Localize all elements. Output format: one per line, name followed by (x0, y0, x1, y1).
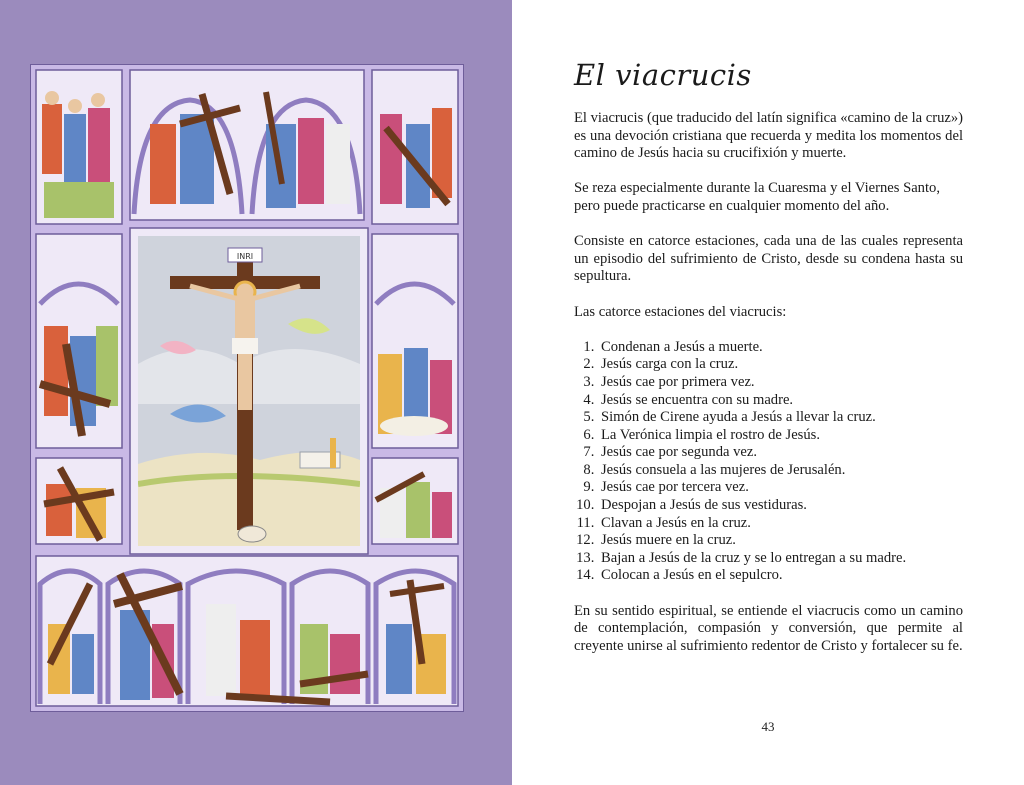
list-item: 9. Jesús cae por tercera vez. (598, 479, 963, 497)
list-item: 1. Condenan a Jesús a muerte. (598, 339, 963, 357)
crucifixion-scene (130, 228, 368, 554)
inri-sign: INRI (236, 252, 254, 261)
viacrucis-illustration (30, 64, 464, 712)
list-item: 12. Jesús muere en la cruz. (598, 532, 963, 550)
list-item: 4. Jesús se encuentra con su madre. (598, 392, 963, 410)
list-item: 6. La Verónica limpia el rostro de Jesús. (598, 427, 963, 445)
list-item: 2. Jesús carga con la cruz. (598, 356, 963, 374)
paragraph: El viacrucis (que traducido del latín significa «camino de la cruz») es una devoción cristiana que recuerda y medita los momentos del camino de Jesús hacia su crucifixión y muerte. (574, 110, 964, 162)
list-item: 3. Jesús cae por primera vez. (598, 374, 963, 392)
station-panel (36, 556, 458, 706)
list-item: 13. Bajan a Jesús de la cruz y se lo entregan a su madre. (598, 550, 963, 568)
paragraph: Consiste en catorce estaciones, cada una de las cuales representa un episodio del sufrimiento de Cristo, desde su condena hasta su sepultura. (574, 233, 963, 285)
station-panel (36, 234, 122, 448)
station-panel (372, 458, 458, 544)
page-number: 43 (761, 719, 775, 734)
list-item: 14. Colocan a Jesús en el sepulcro. (598, 567, 963, 585)
page-title: El viacrucis (574, 58, 752, 92)
station-panel (36, 458, 122, 544)
station-panel (36, 70, 122, 224)
list-item: 8. Jesús consuela a las mujeres de Jerusalén. (598, 462, 963, 480)
station-panel (372, 234, 458, 448)
list-item: 7. Jesús cae por segunda vez. (598, 444, 963, 462)
list-heading: Las catorce estaciones del viacrucis: (574, 303, 787, 320)
station-panel (372, 70, 458, 224)
stations-list (574, 339, 963, 585)
closing-paragraph: En su sentido espiritual, se entiende el viacrucis como un camino de contemplación, compasión y conversión, que permite al creyente unirse al sufrimiento redentor de Cristo y fortalecer su fe. (574, 602, 963, 654)
station-panel (130, 70, 364, 220)
text-page (512, 0, 1024, 785)
list-item: 10. Despojan a Jesús de sus vestiduras. (598, 497, 963, 515)
list-item: 5. Simón de Cirene ayuda a Jesús a llevar la cruz. (598, 409, 963, 427)
list-item: 11. Clavan a Jesús en la cruz. (598, 515, 963, 533)
paragraph: Se reza especialmente durante la Cuaresma y el Viernes Santo, pero puede practicarse en cualquier momento del año. (574, 180, 940, 214)
article-body (574, 110, 963, 673)
